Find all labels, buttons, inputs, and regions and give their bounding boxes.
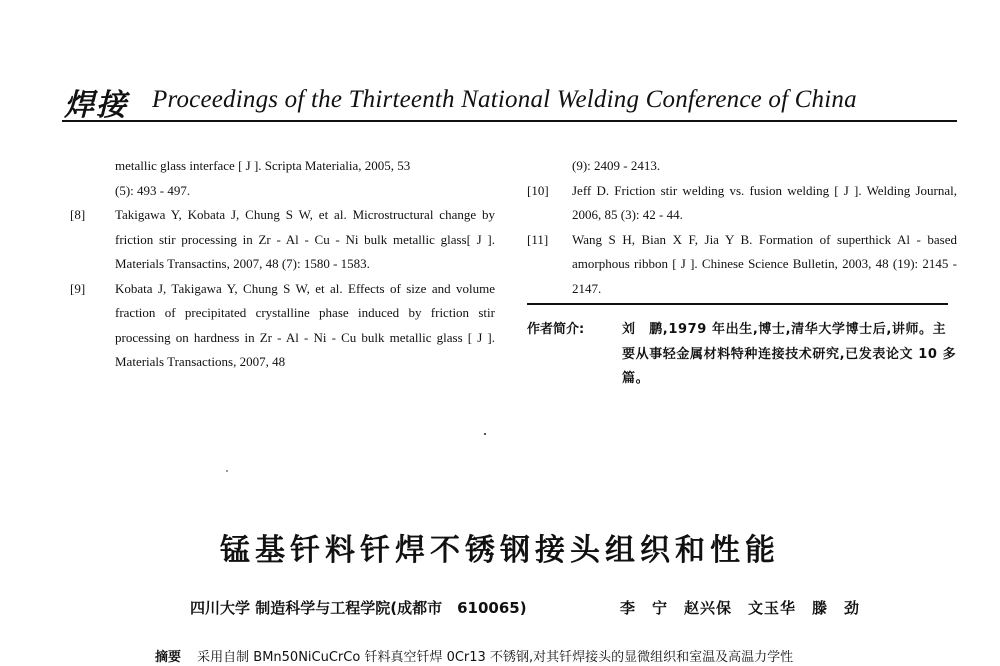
running-header — [62, 78, 957, 124]
scan-speck — [484, 433, 486, 435]
reference-text: Wang S H, Bian X F, Jia Y B. Formation of superthick Al - based amorphous ribbon [ J ]. Chinese Science Bulletin, 2003, 48 (19): 2145 - 2147. — [572, 231, 957, 296]
header-rule — [62, 120, 957, 122]
reference-10 — [527, 179, 957, 228]
reference-number: [10] — [527, 182, 549, 198]
left-column — [70, 154, 495, 375]
author-bio-text: 刘 鹏,1979 年出生,博士,清华大学博士后,讲师。主要从事轻金属材料特种连接技术研究,已发表论文 10 多篇。 — [622, 322, 957, 386]
reference-8 — [70, 203, 495, 277]
journal-logo: 焊接 — [64, 88, 128, 123]
reference-continuation — [70, 154, 495, 203]
article-title: 锰基钎料钎焊不锈钢接头组织和性能 — [220, 533, 780, 568]
author-affiliation: 四川大学 制造科学与工程学院(成都市 610065) — [190, 599, 527, 617]
abstract — [155, 646, 915, 666]
scan-speck — [226, 470, 228, 472]
author-bio-label: 作者简介: — [527, 322, 585, 337]
author-bio — [527, 318, 957, 392]
right-column — [527, 154, 957, 301]
reference-continuation-line: metallic glass interface [ J ]. Scripta Materialia, 2005, 53 — [115, 158, 411, 173]
author-names: 李 宁 赵兴保 文玉华 滕 劲 — [620, 599, 861, 617]
reference-text: Takigawa Y, Kobata J, Chung S W, et al. Microstructural change by friction stir processing in Zr - Al - Cu - Ni bulk metallic glass[ J ]. Materials Transactins, 2007, 48 (7): 1580 - 1583. — [115, 207, 495, 271]
abstract-label: 摘要 — [155, 650, 182, 665]
reference-continuation: (9): 2409 - 2413. — [572, 158, 661, 173]
reference-number: [8] — [70, 207, 86, 222]
reference-number: [9] — [70, 280, 86, 296]
reference-text: Jeff D. Friction stir welding vs. fusion welding [ J ]. Welding Journal, 2006, 85 (3): 42 - 44. — [572, 182, 957, 222]
reference-9 — [70, 277, 495, 375]
abstract-text: 采用自制 BMn50NiCuCrCo 钎料真空钎焊 0Cr13 不锈钢,对其钎焊接头的显微组织和室温及高温力学性 — [197, 650, 794, 665]
journal-title: Proceedings of the Thirteenth National Welding Conference of China — [152, 86, 857, 113]
reference-11 — [527, 228, 957, 302]
section-rule — [527, 303, 948, 305]
reference-text: Kobata J, Takigawa Y, Chung S W, et al. Effects of size and volume fraction of precipitated crystalline phase induced by friction stir processing on hardness in Zr - Al - Ni - Cu bulk metallic glass [ J ]. Materials Transactions, 2007, 48 — [115, 280, 495, 369]
reference-number: [11] — [527, 231, 549, 247]
reference-continuation-line: (5): 493 - 497. — [115, 182, 191, 198]
